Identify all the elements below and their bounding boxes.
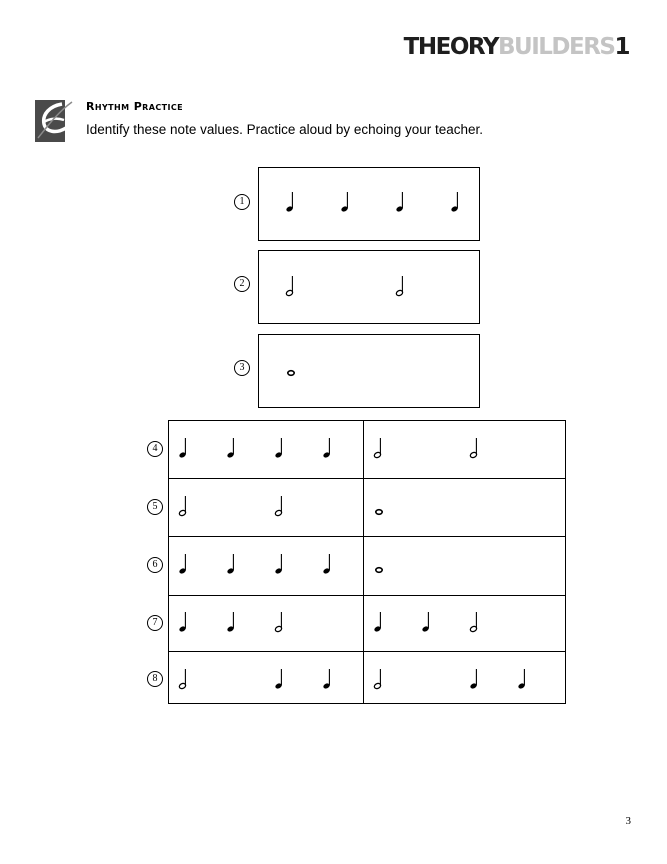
- exercise-number-3: 3: [234, 360, 250, 376]
- note-quarter-ex6-m1-1: [226, 552, 240, 576]
- exercise-number-2: 2: [234, 276, 250, 292]
- exercise-number-4: 4: [147, 441, 163, 457]
- note-half-ex8-m2-0: [373, 667, 387, 691]
- note-quarter-ex8-m1-2: [322, 667, 336, 691]
- note-half-ex2-1: [395, 274, 409, 298]
- note-quarter-ex4-m1-1: [226, 436, 240, 460]
- note-half-ex5-m1-0: [178, 494, 192, 518]
- note-quarter-ex4-m1-2: [274, 436, 288, 460]
- note-half-ex4-m2-0: [373, 436, 387, 460]
- note-quarter-ex6-m1-0: [178, 552, 192, 576]
- note-quarter-ex4-m1-0: [178, 436, 192, 460]
- instructions-text: Identify these note values. Practice aloud by echoing your teacher.: [86, 122, 483, 137]
- note-half-ex8-m1-0: [178, 667, 192, 691]
- note-quarter-ex7-m2-1: [421, 610, 435, 634]
- brand-builders: BUILDERS: [497, 34, 615, 60]
- note-quarter-ex7-m1-1: [226, 610, 240, 634]
- note-quarter-ex1-0: [285, 190, 299, 214]
- page-number: 3: [625, 815, 631, 827]
- note-quarter-ex8-m2-2: [517, 667, 531, 691]
- exercise-number-6: 6: [147, 557, 163, 573]
- exercise-number-7: 7: [147, 615, 163, 631]
- note-quarter-ex7-m2-0: [373, 610, 387, 634]
- note-quarter-ex8-m1-1: [274, 667, 288, 691]
- note-half-ex2-0: [285, 274, 299, 298]
- brand-level: 1: [614, 34, 629, 60]
- note-quarter-ex7-m1-0: [178, 610, 192, 634]
- note-quarter-ex4-m1-3: [322, 436, 336, 460]
- note-half-ex4-m2-1: [469, 436, 483, 460]
- note-quarter-ex1-3: [450, 190, 464, 214]
- section-heading: Rhythm Practice: [86, 100, 183, 113]
- note-whole-ex3-0: [285, 355, 299, 379]
- brand-theory: THEORY: [403, 34, 498, 60]
- note-quarter-ex6-m1-2: [274, 552, 288, 576]
- note-quarter-ex1-1: [340, 190, 354, 214]
- note-whole-ex5-m2-0: [373, 494, 387, 518]
- exercise-number-8: 8: [147, 671, 163, 687]
- note-half-ex7-m2-2: [469, 610, 483, 634]
- note-whole-ex6-m2-0: [373, 552, 387, 576]
- note-quarter-ex1-2: [395, 190, 409, 214]
- exercise-number-5: 5: [147, 499, 163, 515]
- note-half-ex7-m1-2: [274, 610, 288, 634]
- note-half-ex5-m1-1: [274, 494, 288, 518]
- exercise-number-1: 1: [234, 194, 250, 210]
- note-quarter-ex8-m2-1: [469, 667, 483, 691]
- note-quarter-ex6-m1-3: [322, 552, 336, 576]
